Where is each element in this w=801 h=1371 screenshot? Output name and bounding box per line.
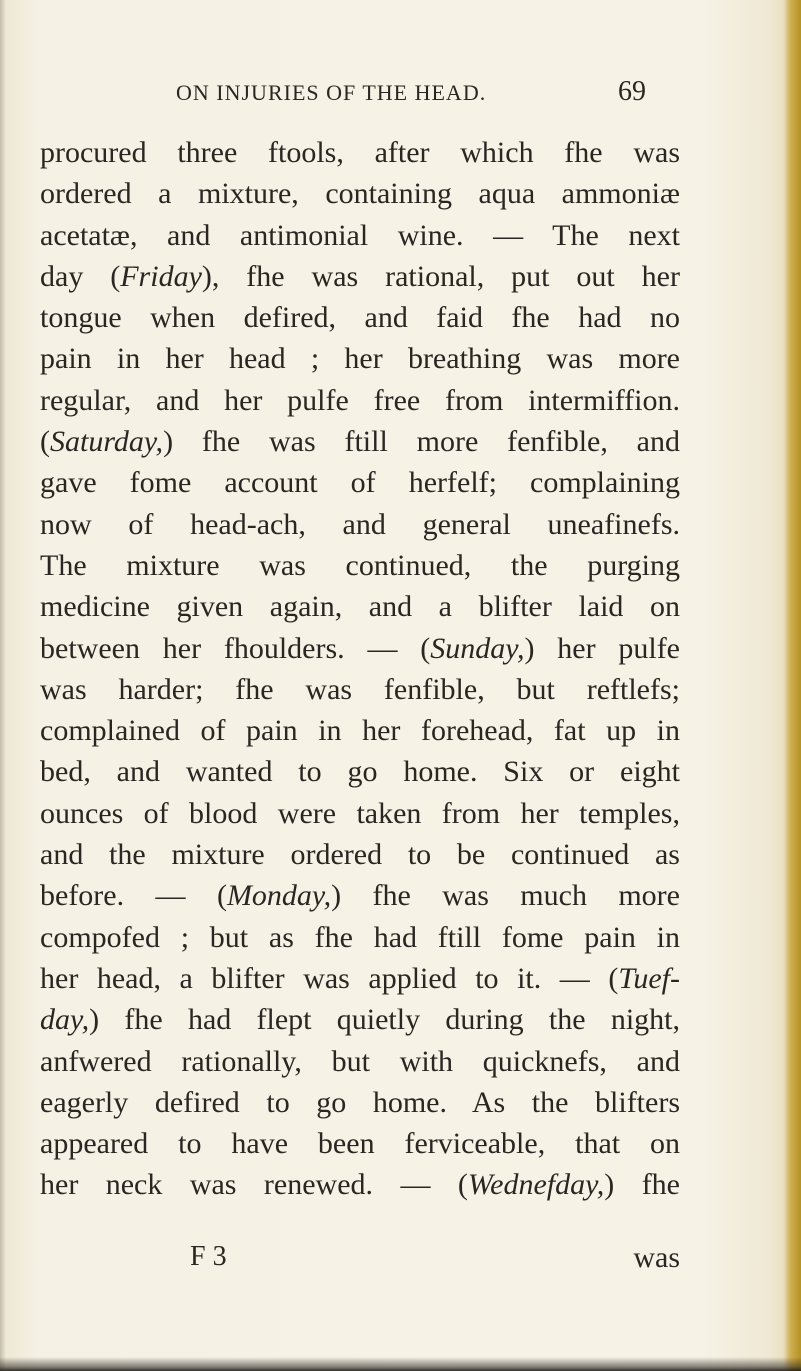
text-line xyxy=(40,297,680,338)
text-line xyxy=(40,545,680,586)
text-line xyxy=(40,875,680,916)
text-line xyxy=(40,380,680,421)
page-footer xyxy=(40,1241,680,1281)
text-line xyxy=(40,958,680,999)
text-segment: appeared to have been ferviceable, that on xyxy=(40,1127,680,1161)
text-segment: ) fhe was ftill more fenfible, and xyxy=(163,425,680,459)
text-segment: ordered a mixture, containing aqua ammoniæ xyxy=(40,177,680,211)
text-segment: compofed ; but as fhe had ftill fome pain in xyxy=(40,920,680,954)
running-head: ON INJURIES OF THE HEAD. xyxy=(176,80,487,105)
text-line xyxy=(40,132,680,173)
text-segment: between her fhoulders. — ( xyxy=(40,631,431,665)
text-line xyxy=(40,256,680,297)
italic-segment: Wednefday, xyxy=(467,1168,605,1202)
text-segment: and the mixture ordered to be continued as xyxy=(40,838,680,872)
text-segment: her head, a blifter was applied to it. — ( xyxy=(40,961,619,995)
text-line xyxy=(40,710,680,751)
text-segment: pain in her head ; her breathing was more xyxy=(40,342,680,376)
catchword: was xyxy=(633,1241,680,1274)
text-line xyxy=(40,628,680,669)
text-segment: ounces of blood were taken from her temples, xyxy=(40,796,680,830)
text-line xyxy=(40,834,680,875)
text-segment: The mixture was continued, the purging xyxy=(40,548,680,582)
text-segment: ( xyxy=(40,425,50,459)
italic-segment: Tuef- xyxy=(618,961,680,995)
page-edge-right xyxy=(783,0,801,1371)
signature-mark: F 3 xyxy=(190,1241,227,1272)
text-line xyxy=(40,338,680,379)
text-segment: regular, and her pulfe free from intermiffion. xyxy=(40,383,680,417)
text-line xyxy=(40,504,680,545)
text-segment: ) fhe xyxy=(604,1168,681,1202)
text-segment: ), fhe was rational, put out her xyxy=(201,259,680,293)
text-line xyxy=(40,462,680,503)
text-segment: bed, and wanted to go home. Six or eight xyxy=(40,755,680,789)
italic-segment: Sunday, xyxy=(430,631,525,665)
text-segment: her neck was renewed. — ( xyxy=(40,1168,468,1202)
page-number: 69 xyxy=(618,76,646,107)
text-line xyxy=(40,1164,680,1205)
text-line xyxy=(40,1082,680,1123)
text-line xyxy=(40,999,680,1040)
italic-segment: Friday xyxy=(120,259,202,293)
page-shadow-left xyxy=(0,0,6,1371)
text-segment: tongue when defired, and faid fhe had no xyxy=(40,301,680,335)
text-segment: before. — ( xyxy=(40,879,227,913)
text-segment: procured three ftools, after which fhe was xyxy=(40,136,680,169)
text-segment: was harder; fhe was fenfible, but reftlefs; xyxy=(40,672,680,706)
text-segment: eagerly defired to go home. As the blifters xyxy=(40,1085,680,1119)
italic-segment: Saturday, xyxy=(50,425,164,459)
page-header xyxy=(176,76,646,107)
text-segment: gave fome account of herfelf; complaining xyxy=(40,466,680,500)
italic-segment: Monday, xyxy=(226,879,332,913)
text-segment: day ( xyxy=(40,259,121,293)
text-line xyxy=(40,1123,680,1164)
text-segment: ) fhe was much more xyxy=(331,879,680,913)
text-line xyxy=(40,751,680,792)
text-segment: ) fhe had flept quietly during the night, xyxy=(89,1003,680,1037)
text-line xyxy=(40,669,680,710)
text-line xyxy=(40,1041,680,1082)
text-line xyxy=(40,586,680,627)
text-segment: ) her pulfe xyxy=(524,631,680,665)
text-segment: medicine given again, and a blifter laid on xyxy=(40,590,680,624)
text-segment: complained of pain in her forehead, fat up in xyxy=(40,714,680,748)
text-line xyxy=(40,793,680,834)
page-edge-bottom xyxy=(0,1357,801,1371)
italic-segment: day, xyxy=(40,1003,90,1037)
text-line xyxy=(40,173,680,214)
text-line xyxy=(40,917,680,958)
text-segment: acetatæ, and antimonial wine. — The next xyxy=(40,218,680,252)
text-line xyxy=(40,421,680,462)
body-text xyxy=(40,132,680,1206)
text-segment: anfwered rationally, but with quicknefs, and xyxy=(40,1044,680,1078)
text-line xyxy=(40,215,680,256)
text-segment: now of head-ach, and general uneafinefs. xyxy=(40,507,680,541)
